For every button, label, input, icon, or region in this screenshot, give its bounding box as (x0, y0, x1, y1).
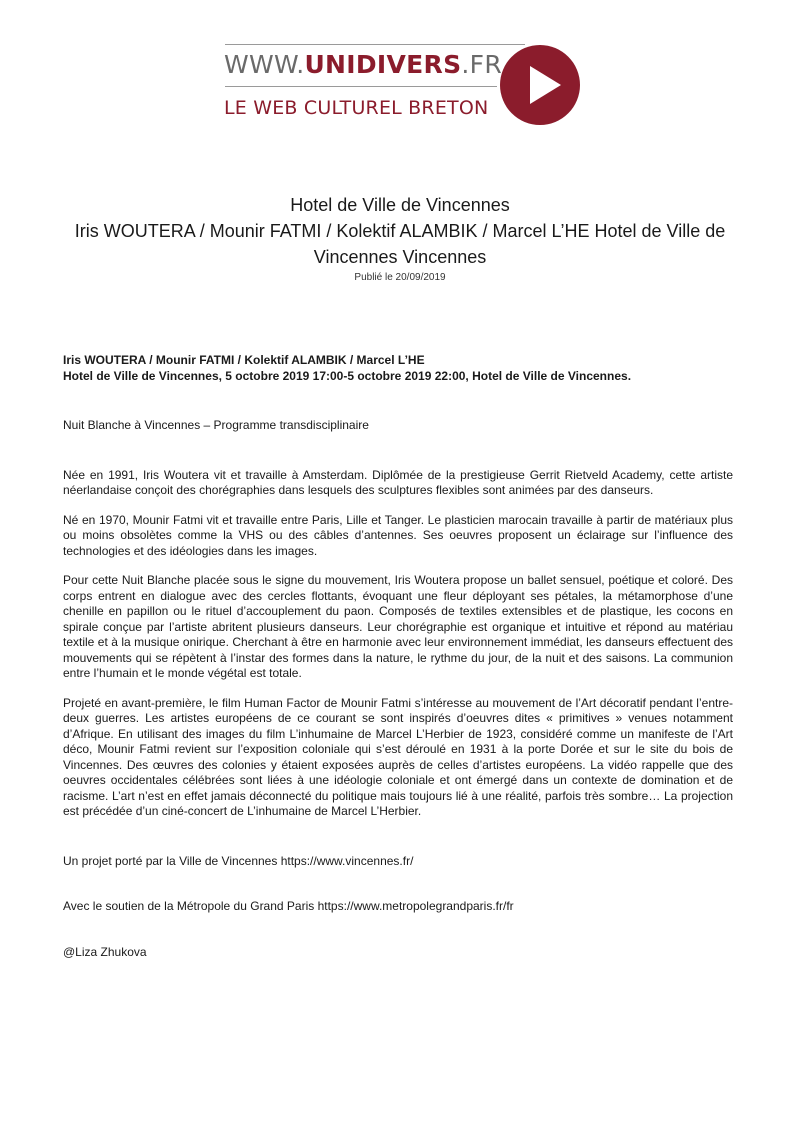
logo-top-rule (225, 44, 525, 45)
article-subtitle: Nuit Blanche à Vincennes – Programme transdisciplinaire (63, 418, 369, 432)
photo-credit: @Liza Zhukova (63, 944, 147, 959)
paragraph-3: Pour cette Nuit Blanche placée sous le signe du mouvement, Iris Woutera propose un ballet sensuel, poétique et coloré. Des corps entrent en dialogue avec des cercles flottants, évoquant une fleur déployant ses pétales, la métamorphose d’une chenille en papillon ou le rituel d’accouplement du paon. Composés de textiles extensibles et de plastique, les cocons en spirale conçue par l’artiste abritent plusieurs danseurs. Leur chorégraphie est organique et intuitive et répond au matériau textile et à la musique onirique. Cherchant à être en harmonie avec leur environnement immédiat, les danseurs effectuent des mouvements qui se répètent à l’instar des formes dans la nature, le rythme du jour, de la nuit et des saisons. La communion entre l’humain et le monde végétal est totale. (63, 573, 733, 680)
play-circle-icon (499, 44, 581, 126)
title-line-2: Iris WOUTERA / Mounir FATMI / Kolektif ALAMBIK / Marcel L’HE Hotel de Ville de Vincennes Vincennes (74, 221, 726, 267)
paragraph-2: Né en 1970, Mounir Fatmi vit et travaille entre Paris, Lille et Tanger. Le plasticien marocain travaille à partir de matériaux plus ou moins obsolètes comme la VHS ou des câbles d’antennes. Ses oeuvres proposent un éclairage sur l’influence des technologies et des idéologies dans les images. (63, 512, 733, 558)
logo-middle-rule (225, 86, 497, 87)
event-artists: Iris WOUTERA / Mounir FATMI / Kolektif ALAMBIK / Marcel L’HE (63, 353, 425, 367)
event-details: Hotel de Ville de Vincennes, 5 octobre 2019 17:00-5 octobre 2019 22:00, Hotel de Ville de Vincennes. (63, 368, 632, 383)
logo-tagline: LE WEB CULTUREL BRETON (224, 97, 489, 119)
page-title (60, 192, 740, 270)
logo-www: WWW. (224, 50, 305, 79)
project-credit: Un projet porté par la Ville de Vincennes https://www.vincennes.fr/ (63, 853, 414, 868)
site-logo[interactable] (222, 40, 584, 132)
event-header (63, 353, 733, 384)
article-body (63, 353, 733, 960)
paragraph-4: Projeté en avant-première, le film Human Factor de Mounir Fatmi s’intéresse au mouvement de l’Art décoratif pendant l’entre-deux guerres. Les artistes européens de ce courant se sont inspirés d’oeuvres dites « primitives » venues notamment d’Afrique. En utilisant des images du film L’inhumaine de Marcel L’Herbier de 1923, considéré comme un manifeste de l’Art déco, Mounir Fatmi revient sur l’exposition coloniale qui s’est déroulé en 1931 à la porte Dorée et sur le site du bois de Vincennes. Des œuvres des colonies y étaient exposées auprès de celles d’artistes européens. La vidéo rappelle que des oeuvres occidentales célébrées sont liées à une idéologie coloniale et ont émergé dans un contexte de domination et de racisme. L’art n’est en effet jamais déconnecté du politique mais toujours lié à une réalité, parfois très sombre… La projection est précédée d’un ciné-concert de L’inhumaine de Marcel L’Herbier. (63, 695, 733, 818)
logo-tld: .FR (461, 50, 503, 79)
logo-wordmark (224, 50, 502, 80)
publication-date: Publié le 20/09/2019 (354, 272, 446, 283)
logo-brand: UNIDIVERS (304, 50, 462, 79)
support-credit: Avec le soutien de la Métropole du Grand Paris https://www.metropolegrandparis.fr/fr (63, 899, 514, 913)
title-line-1: Hotel de Ville de Vincennes (290, 195, 510, 215)
paragraph-1: Née en 1991, Iris Woutera vit et travaille à Amsterdam. Diplômée de la prestigieuse Gerrit Rietveld Academy, cette artiste néerlandaise conçoit des chorégraphies dans lesquels des sculptures flexibles sont animées par des danseurs. (63, 467, 733, 497)
